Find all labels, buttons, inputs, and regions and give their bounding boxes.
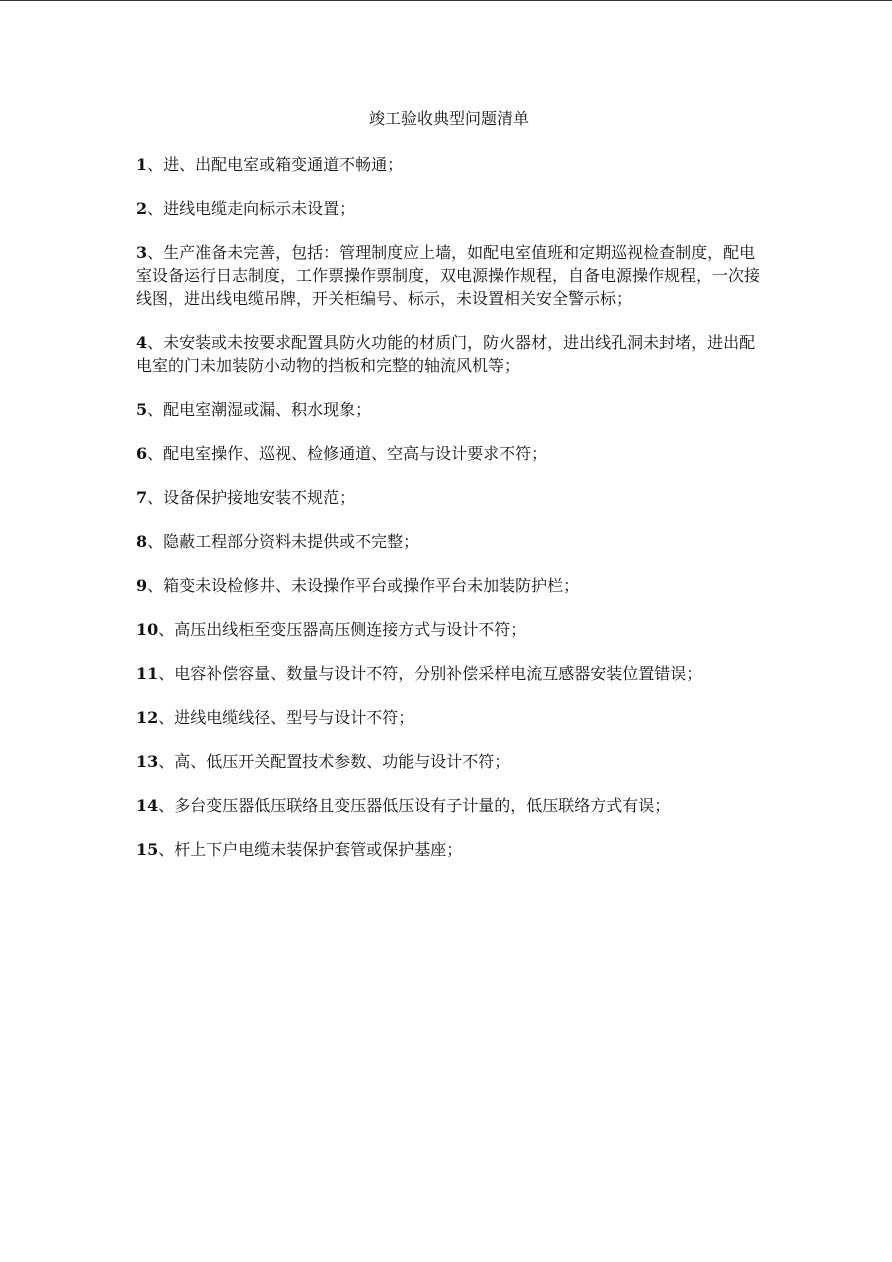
- item-text: 、进、出配电室或箱变通道不畅通；: [147, 155, 404, 174]
- item-number: 14: [136, 796, 159, 815]
- item-text: 、生产准备未完善，包括：管理制度应上墙，如配电室值班和定期巡视检查制度，配电室设备运行日志制度，工作票操作票制度，双电源操作规程，自备电源操作规程，一次接线图，进出线电缆吊牌，开关柜编号、标示，未设置相关安全警示标；: [136, 243, 761, 308]
- item-text: 、多台变压器低压联络且变压器低压设有子计量的，低压联络方式有误；: [158, 796, 671, 815]
- item-text: 、进线电缆走向标示未设置；: [147, 199, 356, 218]
- item-number: 8: [136, 532, 148, 551]
- list-item: [136, 530, 762, 553]
- item-text: 、隐蔽工程部分资料未提供或不完整；: [147, 532, 420, 551]
- list-item: [136, 197, 762, 220]
- list-item: [136, 618, 762, 641]
- item-number: 5: [136, 400, 148, 419]
- item-text: 、杆上下户电缆未装保护套管或保护基座；: [158, 840, 463, 859]
- item-number: 6: [136, 444, 148, 463]
- item-text: 、进线电缆线径、型号与设计不符；: [158, 708, 415, 727]
- item-number: 4: [136, 333, 148, 352]
- item-text: 、箱变未设检修井、未设操作平台或操作平台未加装防护栏；: [147, 576, 580, 595]
- item-number: 11: [136, 664, 159, 683]
- item-number: 2: [136, 199, 148, 218]
- item-text: 、配电室潮湿或漏、积水现象；: [147, 400, 372, 419]
- item-number: 12: [136, 708, 159, 727]
- list-item: [136, 662, 762, 685]
- document-page: [136, 108, 762, 882]
- list-item: [136, 153, 762, 176]
- document-title: 竣工验收典型问题清单: [368, 109, 529, 128]
- item-number: 15: [136, 840, 159, 859]
- list-item: [136, 442, 762, 465]
- list-item: [136, 838, 762, 861]
- list-item: [136, 750, 762, 773]
- list-item: [136, 398, 762, 421]
- item-text: 、高压出线柜至变压器高压侧连接方式与设计不符；: [158, 620, 527, 639]
- list-item: [136, 486, 762, 509]
- top-border-line: [0, 0, 892, 1]
- item-number: 10: [136, 620, 159, 639]
- list-item: [136, 706, 762, 729]
- item-text: 、设备保护接地安装不规范；: [147, 488, 356, 507]
- list-item: [136, 241, 762, 310]
- list-item: [136, 331, 762, 377]
- item-number: 1: [136, 155, 148, 174]
- item-number: 3: [136, 243, 148, 262]
- item-number: 9: [136, 576, 148, 595]
- item-number: 13: [136, 752, 159, 771]
- item-text: 、高、低压开关配置技术参数、功能与设计不符；: [158, 752, 511, 771]
- item-number: 7: [136, 488, 148, 507]
- list-item: [136, 794, 762, 817]
- item-text: 、未安装或未按要求配置具防火功能的材质门，防火器材，进出线孔洞未封堵，进出配电室的门未加装防小动物的挡板和完整的轴流风机等；: [136, 333, 756, 375]
- item-text: 、电容补偿容量、数量与设计不符，分别补偿采样电流互感器安装位置错误；: [158, 664, 703, 683]
- item-text: 、配电室操作、巡视、检修通道、空高与设计要求不符；: [147, 444, 548, 463]
- list-item: [136, 574, 762, 597]
